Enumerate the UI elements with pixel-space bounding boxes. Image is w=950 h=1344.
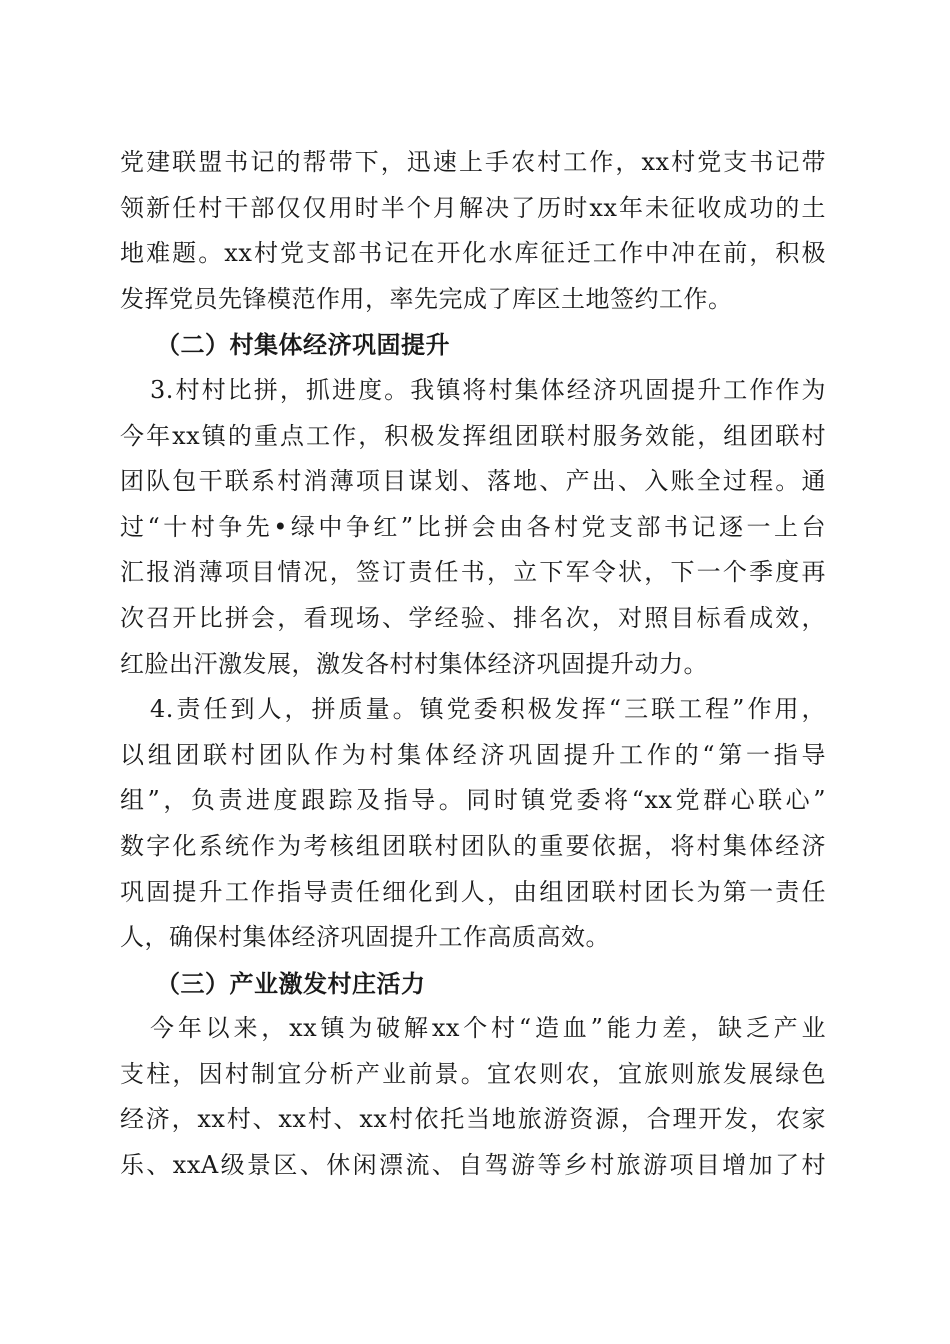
text-line: 支柱，因村制宜分析产业前景。宜农则农，宜旅则旅发展绿色 [120,1059,826,1088]
text-line: 组”，负责进度跟踪及指导。同时镇党委将“xx党群心联心” [120,786,826,815]
text-line: 3.村村比拼，抓进度。我镇将村集体经济巩固提升工作作为 [150,375,826,404]
text-line: 次召开比拼会，看现场、学经验、排名次，对照目标看成效， [120,603,826,632]
text-line: 4.责任到人，拼质量。镇党委积极发挥“三联工程”作用， [150,695,826,724]
section-heading-2: （二）村集体经济巩固提升 [156,330,450,360]
text-line: 数字化系统作为考核组团联村团队的重要依据，将村集体经济 [120,831,826,860]
text-line: 今年xx镇的重点工作，积极发挥组团联村服务效能，组团联村 [120,421,826,450]
paragraph-3 [120,687,826,961]
text-line: 乐、xxA级景区、休闲漂流、自驾游等乡村旅游项目增加了村 [120,1151,826,1180]
text-line: 汇报消薄项目情况，签订责任书，立下军令状，下一个季度再 [120,558,826,587]
text-line: 团队包干联系村消薄项目谋划、落地、产出、入账全过程。通 [120,467,826,496]
text-line: 过“十村争先•绿中争红”比拼会由各村党支部书记逐一上台 [120,512,826,541]
text-line: 发挥党员先锋模范作用，率先完成了库区土地签约工作。 [120,284,733,313]
text-line: 领新任村干部仅仅用时半个月解决了历时xx年未征收成功的土 [120,193,826,222]
paragraph-2 [120,368,826,687]
text-line: 党建联盟书记的帮带下，迅速上手农村工作，xx村党支书记带 [120,148,826,176]
text-line: 经济，xx村、xx村、xx村依托当地旅游资源，合理开发，农家 [120,1105,826,1134]
paragraph-4 [120,1006,826,1188]
document-page [120,140,826,1189]
paragraph-1 [120,140,826,322]
text-line: 今年以来，xx镇为破解xx个村“造血”能力差，缺乏产业 [150,1014,826,1043]
text-line: 红脸出汗激发展，激发各村村集体经济巩固提升动力。 [120,649,708,678]
text-line: 巩固提升工作指导责任细化到人，由组团联村团长为第一责任 [120,877,826,906]
section-heading-3: （三）产业激发村庄活力 [156,968,426,998]
text-line: 人，确保村集体经济巩固提升工作高质高效。 [120,923,610,952]
text-line: 以组团联村团队作为村集体经济巩固提升工作的“第一指导 [120,740,826,769]
text-line: 地难题。xx村党支部书记在开化水库征迁工作中冲在前，积极 [120,239,826,268]
